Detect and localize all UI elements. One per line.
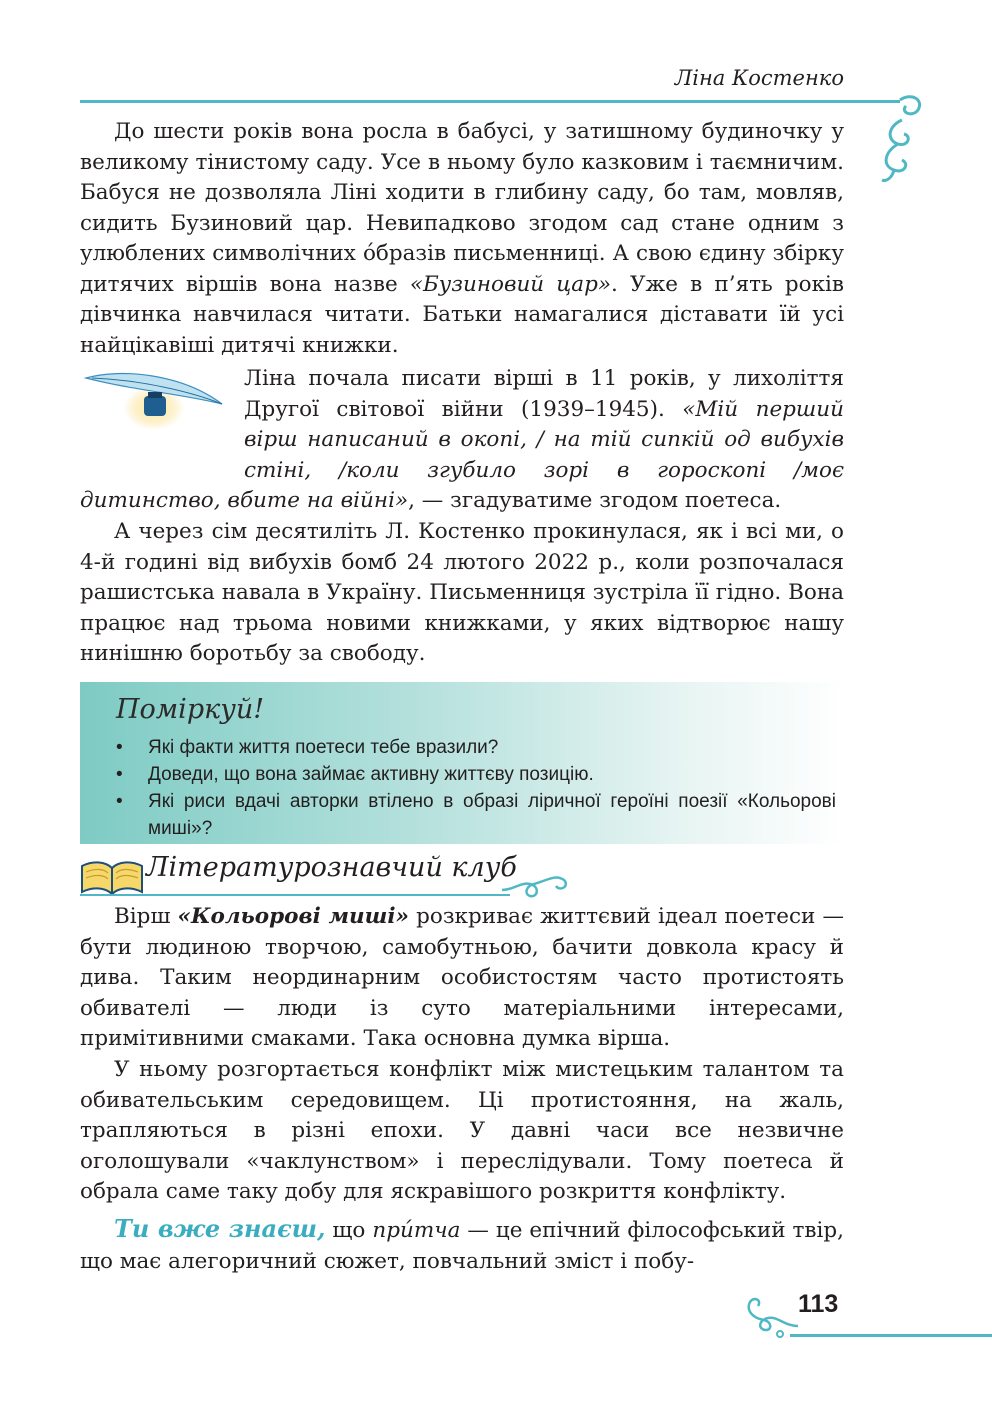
ornament-swirl-icon <box>500 868 570 902</box>
ornament-swirl-icon <box>872 92 932 192</box>
list-item-text: Які факти життя поетеси тебе вразили? <box>148 737 499 758</box>
header-rule <box>80 100 900 103</box>
list-item <box>116 734 836 761</box>
you-know-label: Ти вже знаєш, <box>114 1214 326 1243</box>
poem-title: «Кольорові миші» <box>177 904 409 929</box>
paragraph-text: До шести років вона росла в бабусі, у затишному будиночку у великому тінистому саду. Усе в ньому було казковим і таємничим. Бабуся не дозволяла Ліні ходити в глибину саду, бо там, мовляв, сидить Бузиновий цар. Невипадково згодом сад стане одним з улюблених символічних о́бразів письменниці. А свою єдину збірку дитячих віршів вона назве <box>80 119 844 297</box>
paragraph-text: А через сім десятиліть Л. Костенко прокинулася, як і всі ми, о 4-й годині від вибухів бомб 24 лютого 2022 р., коли розпочалася рашистська навала в Україну. Письменниця зустріла її гідно. Вона працює над трьома новими книжками, у яких відтворює нашу нинішню боротьбу за свободу. <box>80 519 844 666</box>
ornament-swirl-icon <box>738 1290 802 1340</box>
open-book-icon <box>78 858 146 898</box>
paragraph-childhood <box>80 117 844 361</box>
bullet: • <box>116 737 123 758</box>
list-item <box>116 788 836 842</box>
list-item-text: Які риси вдачі авторки втілено в образі ліричної героїні поезії «Кольорові миші»? <box>148 791 836 839</box>
poem-quote: «Мій перший вірш написаний в окопі, / на тій сипкій од вибухів стіні, /коли згубило зорі в гороскопі /моє дитинство, вбите на війні» <box>80 396 844 513</box>
book-title: «Бузиновий цар» <box>409 271 612 297</box>
think-box-title: Поміркуй! <box>116 694 265 725</box>
paragraph-war <box>80 517 844 670</box>
club-rule <box>80 894 510 896</box>
paragraph-text: , — згадуватиме згодом поетеса. <box>408 488 782 513</box>
paragraph-parable <box>80 1214 844 1277</box>
paragraph-first-poems-full <box>80 364 844 517</box>
bullet: • <box>116 764 123 785</box>
paragraph-text: що <box>325 1218 373 1243</box>
paragraph-conflict <box>80 1055 844 1208</box>
paragraph-text: — це епічний філософський твір, що має алегоричний сюжет, повчальний зміст і побу- <box>80 1218 844 1274</box>
paragraph-text: Вірш <box>114 904 178 929</box>
paragraph-text: розкриває життєвий ідеал поетеси — бути людиною творчою, самобутньою, бачити довкола красу й дива. Таким неординарним особистостям часто протистоять обивателі — люди із суто матеріальними інтересами, примітивними смаками. Така основна думка вірша. <box>80 904 844 1051</box>
list-item <box>116 761 836 788</box>
bullet: • <box>116 791 123 812</box>
header-author: Ліна Костенко <box>674 66 844 90</box>
think-box <box>80 682 844 844</box>
footer-rule <box>790 1334 992 1337</box>
paragraph-poem-theme <box>80 902 844 1055</box>
paragraph-text: У ньому розгортається конфлікт між мистецьким талантом та обивательським середовищем. Ці протистояння, на жаль, трапляються в різні епохи. У давні часи все незвичне оголошували «чаклунством» і переслідували. Тому поетеса й обрала саме таку добу для яскравішого розкриття конфлікту. <box>80 1057 844 1204</box>
think-box-list <box>116 734 836 842</box>
club-title: Літературознавчий клуб <box>146 852 517 883</box>
paragraph-text: Ліна почала писати вірші в 11 років, у лихоліття Другої світової війни (1939–1945). <box>244 366 844 422</box>
paragraph-text: . Уже в п’ять років дівчинка навчилася читати. Батьки намагалися діставати їй усі найцікавіші дитячі книжки. <box>80 271 844 358</box>
image-float-spacer <box>80 364 244 456</box>
list-item-text: Доведи, що вона займає активну життєву позицію. <box>148 764 594 785</box>
page-number: 113 <box>798 1290 839 1318</box>
term: при́тча <box>372 1218 461 1243</box>
